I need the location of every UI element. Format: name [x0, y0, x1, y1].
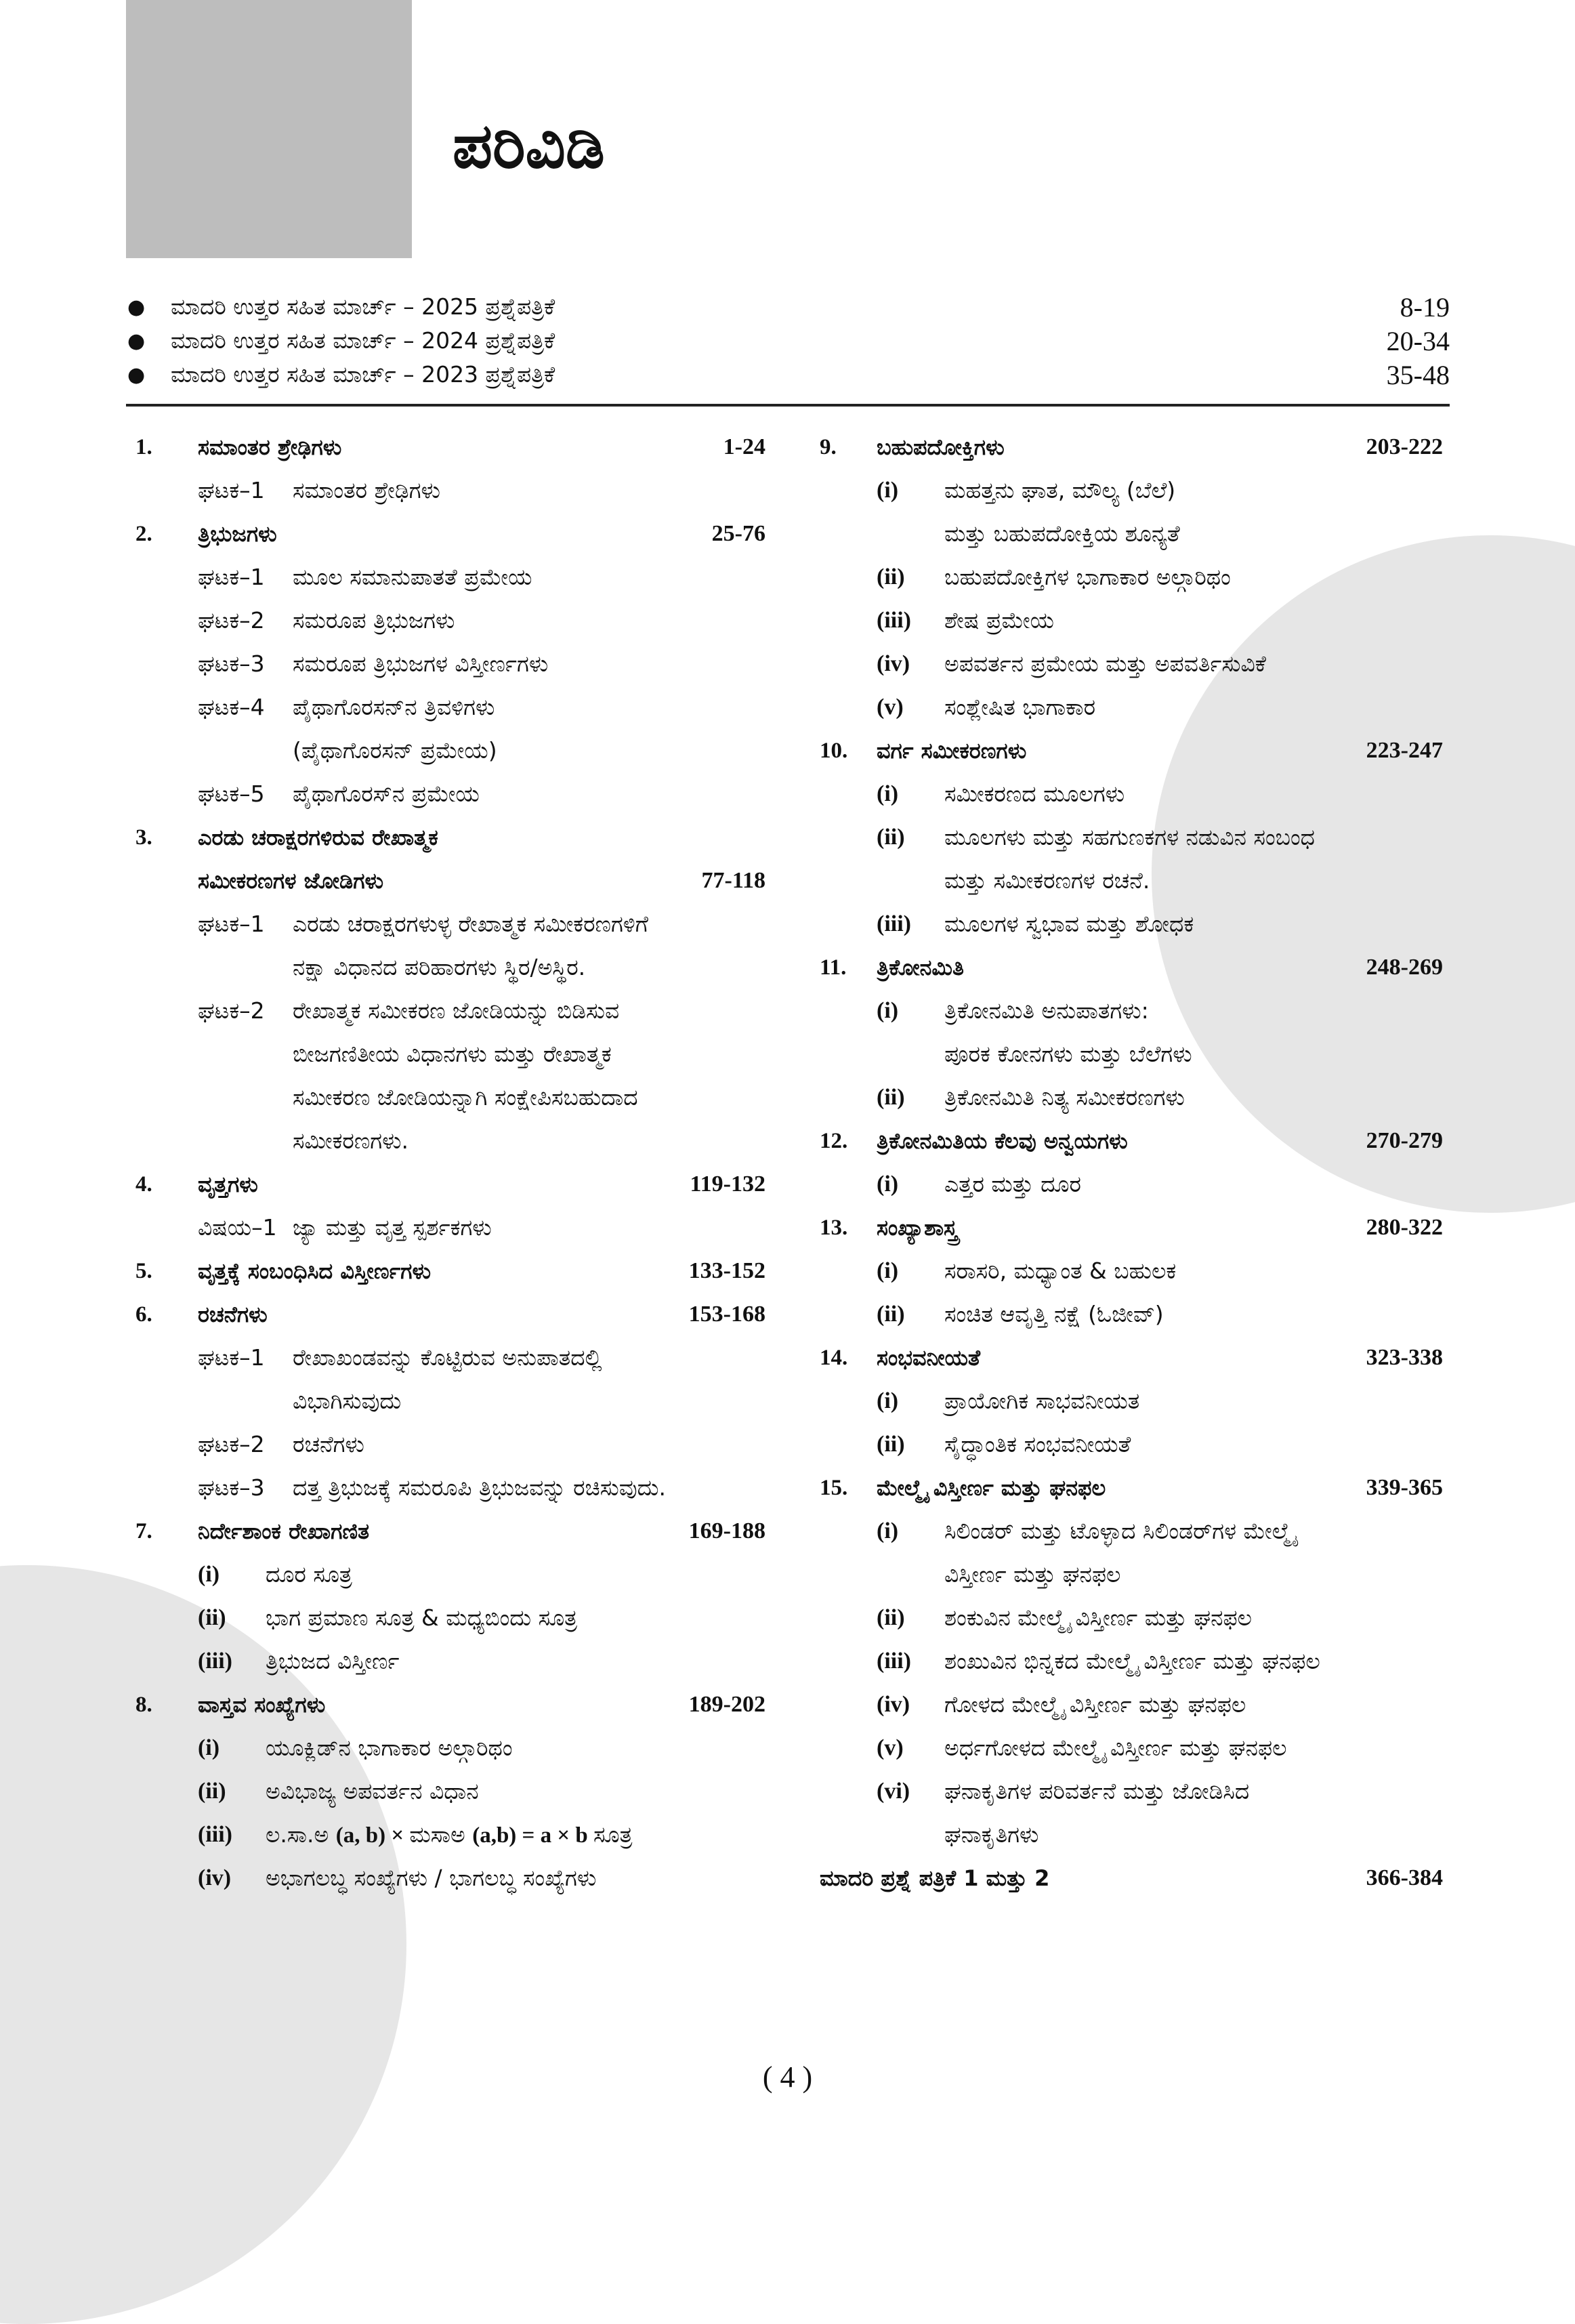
unit-label: ಘಟಕ–4 [198, 694, 265, 720]
subtopic-text: ಅಪವರ್ತನ ಪ್ರಮೇಯ ಮತ್ತು ಅಪವರ್ತಿಸುವಿಕೆ [944, 650, 1266, 677]
subtopic-row [820, 686, 1443, 729]
chapter-pages: 248-269 [1366, 955, 1443, 980]
subtopic-number: (ii) [877, 1302, 905, 1327]
unit-continuation: ಸಮೀಕರಣ ಜೋಡಿಯನ್ನಾಗಿ ಸಂಕ್ಷೇಪಿಸಬಹುದಾದ [293, 1084, 638, 1111]
unit-label: ಘಟಕ–1 [198, 477, 265, 503]
chapter-number: 15. [820, 1475, 848, 1500]
unit-label: ಘಟಕ–2 [198, 997, 265, 1024]
subtopic-row [820, 599, 1443, 642]
subtopic-row [820, 1640, 1443, 1683]
subtopic-number: (ii) [877, 825, 905, 850]
unit-row [135, 989, 765, 1033]
chapter-pages: 203-222 [1366, 434, 1443, 459]
unit-row [135, 469, 765, 512]
chapter-heading [135, 1510, 765, 1553]
chapter-number: 8. [135, 1692, 152, 1717]
unit-label: ಘಟಕ–1 [198, 911, 265, 937]
subtopic-row [820, 642, 1443, 686]
subtopic-row [135, 1596, 765, 1640]
chapter-title: ವರ್ಗ ಸಮೀಕರಣಗಳು [877, 737, 1027, 764]
model-paper-item [126, 324, 1450, 358]
model-paper-list [126, 290, 1450, 392]
unit-label: ಘಟಕ–1 [198, 564, 265, 590]
subtopic-text: ತ್ರಿಕೋನಮಿತಿ ನಿತ್ಯ ಸಮೀಕರಣಗಳು [944, 1084, 1185, 1111]
chapter-heading [135, 816, 765, 859]
chapter-pages: 25-76 [711, 521, 765, 546]
chapter-number: 9. [820, 434, 837, 459]
unit-continuation: (ಪೈಥಾಗೊರಸನ್ ಪ್ರಮೇಯ) [293, 737, 497, 764]
subtopic-number: (i) [877, 478, 899, 503]
page-title: ಪರಿವಿಡಿ [453, 110, 605, 182]
unit-text: ಜ್ಯಾ ಮತ್ತು ವೃತ್ತ ಸ್ಪರ್ಶಕಗಳು [293, 1214, 492, 1241]
subtopic-row [820, 1249, 1443, 1293]
subtopic-row [820, 1293, 1443, 1336]
subtopic-number: (i) [877, 1258, 899, 1283]
subtopic-number: (i) [877, 1518, 899, 1543]
chapter-title: ವಾಸ್ತವ ಸಂಖ್ಯೆಗಳು [198, 1691, 326, 1718]
subtopic-text: ಬಹುಪದೋಕ್ತಿಗಳ ಭಾಗಾಕಾರ ಅಲ್ಗಾರಿಥಂ [944, 564, 1231, 590]
subtopic-text [266, 1821, 765, 1848]
unit-text: ಎರಡು ಚರಾಕ್ಷರಗಳುಳ್ಳ ರೇಖಾತ್ಮಕ ಸಮೀಕರಣಗಳಿಗೆ [293, 911, 648, 937]
chapter-heading [135, 426, 765, 469]
entry-title: ಮಾದರಿ ಪ್ರಶ್ನೆ ಪತ್ರಿಕೆ 1 ಮತ್ತು 2 [820, 1865, 1050, 1891]
unit-row [135, 599, 765, 642]
chapter-heading [135, 1249, 765, 1293]
chapter-pages: 153-168 [688, 1302, 765, 1327]
unit-text: ರಚನೆಗಳು [293, 1431, 364, 1457]
subtopic-text: ಮಹತ್ತನು ಘಾತ, ಮೌಲ್ಯ (ಬೆಲೆ) [944, 477, 1176, 503]
subtopic-continuation: ವಿಸ್ತೀರ್ಣ ಮತ್ತು ಘನಫಲ [944, 1561, 1121, 1588]
chapter-number: 12. [820, 1128, 848, 1153]
chapter-pages: 223-247 [1366, 738, 1443, 763]
unit-row [135, 1423, 765, 1466]
chapter-heading [135, 1683, 765, 1726]
subtopic-text: ದೂರ ಸೂತ್ರ [266, 1561, 352, 1588]
subtopic-number: (i) [198, 1562, 220, 1587]
unit-text: ರೇಖಾತ್ಮಕ ಸಮೀಕರಣ ಜೋಡಿಯನ್ನು ಬಿಡಿಸುವ [293, 997, 620, 1024]
chapter-heading [135, 1293, 765, 1336]
subtopic-row [135, 1726, 765, 1770]
formula-part: (a, b) × [335, 1823, 410, 1848]
subtopic-number: (i) [877, 781, 899, 806]
unit-text: ದತ್ತ ತ್ರಿಭುಜಕ್ಕೆ ಸಮರೂಪಿ ತ್ರಿಭುಜವನ್ನು ರಚಿಸುವುದು. [293, 1474, 666, 1501]
subtopic-text: ಯೂಕ್ಲಿಡ್‌ನ ಭಾಗಾಕಾರ ಅಲ್ಗಾರಿಥಂ [266, 1735, 513, 1761]
subtopic-continuation: ಮತ್ತು ಸಮೀಕರಣಗಳ ರಚನೆ. [944, 867, 1150, 894]
formula-part: ಸೂತ್ರ [593, 1821, 633, 1848]
subtopic-text: ಸಂಶ್ಲೇಷಿತ ಭಾಗಾಕಾರ [944, 694, 1096, 720]
chapter-title: ತ್ರಿಕೋನಮಿತಿ [877, 954, 964, 980]
subtopic-row [820, 816, 1443, 859]
unit-label: ಘಟಕ–1 [198, 1344, 265, 1371]
subtopic-text: ಮೂಲಗಳು ಮತ್ತು ಸಹಗುಣಕಗಳ ನಡುವಿನ ಸಂಬಂಧ [944, 824, 1315, 850]
subtopic-text: ಪ್ರಾಯೋಗಿಕ ಸಾಭವನೀಯತ [944, 1388, 1140, 1414]
chapter-pages: 1-24 [723, 434, 765, 459]
unit-text: ಸಮರೂಪ ತ್ರಿಭುಜಗಳ ವಿಸ್ತೀರ್ಣಗಳು [293, 650, 549, 677]
unit-row [135, 1336, 765, 1379]
toc-left-column [135, 426, 765, 1900]
model-paper-title: ಮಾದರಿ ಉತ್ತರ ಸಹಿತ ಮಾರ್ಚ್ – 2023 ಪ್ರಶ್ನೆಪತ್ರಿಕೆ [171, 361, 555, 388]
chapter-number: 14. [820, 1345, 848, 1370]
unit-label: ಘಟಕ–3 [198, 650, 265, 677]
subtopic-number: (ii) [877, 1605, 905, 1630]
model-paper-pages: 8-19 [1400, 291, 1450, 323]
unit-continuation: ಸಮೀಕರಣಗಳು. [293, 1127, 409, 1154]
chapter-heading [820, 426, 1443, 469]
subtopic-text: ಮೂಲಗಳ ಸ್ವಭಾವ ಮತ್ತು ಶೋಧಕ [944, 911, 1194, 937]
chapter-title: ರಚನೆಗಳು [198, 1301, 268, 1327]
subtopic-text: ಸಂಚಿತ ಆವೃತ್ತಿ ನಕ್ಷೆ (ಓಜೀವ್) [944, 1301, 1164, 1327]
subtopic-number: (ii) [877, 564, 905, 589]
subtopic-number: (vi) [877, 1779, 910, 1804]
bullet-icon: ● [127, 295, 146, 319]
subtopic-text: ಎತ್ತರ ಮತ್ತು ದೂರ [944, 1171, 1081, 1197]
chapter-pages: 133-152 [688, 1258, 765, 1283]
header-block [126, 0, 412, 258]
unit-row [135, 772, 765, 816]
chapter-title: ಸಮಾಂತರ ಶ್ರೇಢಿಗಳು [198, 434, 342, 460]
chapter-number: 5. [135, 1258, 152, 1283]
model-paper-pages: 35-48 [1386, 359, 1450, 390]
subtopic-row [820, 772, 1443, 816]
subtopic-text: ಭಾಗ ಪ್ರಮಾಣ ಸೂತ್ರ & ಮಧ್ಯಬಿಂದು ಸೂತ್ರ [266, 1604, 578, 1631]
section-divider [126, 404, 1450, 407]
chapter-number: 7. [135, 1518, 152, 1543]
chapter-title: ಮೇಲ್ಮೈ ವಿಸ್ತೀರ್ಣ ಮತ್ತು ಘನಫಲ [877, 1474, 1106, 1501]
subtopic-row [820, 469, 1443, 512]
chapter-pages: 119-132 [690, 1171, 765, 1197]
subtopic-text: ಗೋಳದ ಮೇಲ್ಮೈ ವಿಸ್ತೀರ್ಣ ಮತ್ತು ಘನಫಲ [944, 1691, 1246, 1718]
subtopic-number: (iv) [877, 1692, 910, 1717]
model-paper-item [126, 290, 1450, 324]
chapter-pages: 270-279 [1366, 1128, 1443, 1153]
chapter-heading [820, 1119, 1443, 1163]
subtopic-number: (iv) [198, 1865, 232, 1890]
subtopic-row [820, 1163, 1443, 1206]
chapter-pages: 280-322 [1366, 1215, 1443, 1240]
unit-label: ಘಟಕ–2 [198, 1431, 265, 1457]
chapter-number: 3. [135, 825, 152, 850]
subtopic-number: (iii) [198, 1822, 232, 1847]
model-paper-title: ಮಾದರಿ ಉತ್ತರ ಸಹಿತ ಮಾರ್ಚ್ – 2025 ಪ್ರಶ್ನೆಪತ್ರಿಕೆ [171, 293, 555, 320]
unit-row [135, 642, 765, 686]
unit-row [135, 686, 765, 729]
subtopic-number: (i) [198, 1735, 220, 1760]
subtopic-text: ಅರ್ಧಗೋಳದ ಮೇಲ್ಮೈ ವಿಸ್ತೀರ್ಣ ಮತ್ತು ಘನಫಲ [944, 1735, 1287, 1761]
chapter-number: 4. [135, 1171, 152, 1197]
formula-part: (a,b) = a × b [472, 1823, 594, 1848]
bullet-icon: ● [127, 329, 146, 353]
subtopic-text: ಅವಿಭಾಜ್ಯ ಅಪವರ್ತನ ವಿಧಾನ [266, 1778, 479, 1804]
bullet-icon: ● [127, 362, 146, 387]
unit-continuation: ವಿಭಾಗಿಸುವುದು [293, 1388, 402, 1414]
chapter-heading-continuation [135, 859, 765, 902]
subtopic-number: (iv) [877, 651, 910, 676]
unit-text: ಪೈಥಾಗೊರಸನ್‌ನ ತ್ರಿವಳಿಗಳು [293, 694, 495, 720]
subtopic-text: ಸಮೀಕರಣದ ಮೂಲಗಳು [944, 781, 1125, 807]
chapter-heading [820, 1336, 1443, 1379]
subtopic-number: (iii) [198, 1648, 232, 1674]
subtopic-text: ತ್ರಿಭುಜದ ವಿಸ್ತೀರ್ಣ [266, 1648, 400, 1674]
unit-continuation: ಬೀಜಗಣಿತೀಯ ವಿಧಾನಗಳು ಮತ್ತು ರೇಖಾತ್ಮಕ [293, 1041, 612, 1067]
subtopic-row [820, 1596, 1443, 1640]
subtopic-text: ಸೈದ್ಧಾಂತಿಕ ಸಂಭವನೀಯತೆ [944, 1431, 1131, 1457]
subtopic-number: (i) [877, 1171, 899, 1197]
unit-label: ಘಟಕ–3 [198, 1474, 265, 1501]
page-number: ( 4 ) [762, 2060, 813, 2094]
chapter-title: ತ್ರಿಭುಜಗಳು [198, 520, 277, 547]
subtopic-row [820, 556, 1443, 599]
subtopic-row [135, 1813, 765, 1856]
model-paper-item [126, 358, 1450, 392]
chapter-heading [820, 946, 1443, 989]
chapter-pages: 189-202 [688, 1692, 765, 1717]
subtopic-number: (ii) [877, 1085, 905, 1110]
chapter-pages: 323-338 [1366, 1345, 1443, 1370]
subtopic-row [135, 1770, 765, 1813]
subtopic-text: ಸರಾಸರಿ, ಮಧ್ಯಾಂತ & ಬಹುಲಕ [944, 1258, 1177, 1284]
formula-part: ಲ.ಸಾ.ಅ [266, 1821, 336, 1848]
chapter-number: 6. [135, 1302, 152, 1327]
subtopic-text: ಶೇಷ ಪ್ರಮೇಯ [944, 607, 1054, 634]
model-question-paper-entry [820, 1856, 1443, 1900]
chapter-heading [820, 729, 1443, 772]
chapter-title: ವೃತ್ತಗಳು [198, 1171, 258, 1197]
unit-row [135, 1206, 765, 1249]
subtopic-number: (v) [877, 694, 904, 720]
chapter-pages: 339-365 [1366, 1475, 1443, 1500]
model-paper-pages: 20-34 [1386, 325, 1450, 356]
chapter-pages: 77-118 [701, 868, 765, 893]
chapter-title: ಸಂಭವನೀಯತೆ [877, 1344, 981, 1371]
subtopic-number: (iii) [877, 911, 911, 936]
unit-row [135, 556, 765, 599]
chapter-number: 1. [135, 434, 152, 459]
subtopic-number: (ii) [198, 1605, 226, 1630]
subtopic-text: ಶಂಖುವಿನ ಭಿನ್ನಕದ ಮೇಲ್ಮೈ ವಿಸ್ತೀರ್ಣ ಮತ್ತು ಘನಫಲ [944, 1648, 1320, 1674]
unit-text: ಸಮಾಂತರ ಶ್ರೇಢಿಗಳು [293, 477, 440, 503]
subtopic-continuation: ಪೂರಕ ಕೋನಗಳು ಮತ್ತು ಬೆಲೆಗಳು [944, 1041, 1192, 1067]
subtopic-number: (iii) [877, 1648, 911, 1674]
unit-text: ಮೂಲ ಸಮಾನುಪಾತತೆ ಪ್ರಮೇಯ [293, 564, 532, 590]
subtopic-row [820, 989, 1443, 1033]
subtopic-number: (iii) [877, 608, 911, 633]
subtopic-row [820, 1076, 1443, 1119]
chapter-title: ಸಂಖ್ಯಾಶಾಸ್ತ್ರ [877, 1214, 958, 1241]
chapter-pages: 169-188 [688, 1518, 765, 1543]
chapter-number: 11. [820, 955, 847, 980]
unit-label: ಘಟಕ–5 [198, 781, 265, 807]
subtopic-continuation: ಮತ್ತು ಬಹುಪದೋಕ್ತಿಯ ಶೂನ್ಯತೆ [944, 520, 1180, 547]
subtopic-row [135, 1856, 765, 1900]
subtopic-row [820, 1726, 1443, 1770]
chapter-title: ನಿರ್ದೇಶಾಂಕ ರೇಖಾಗಣಿತ [198, 1518, 370, 1544]
subtopic-row [820, 1770, 1443, 1813]
subtopic-text: ತ್ರಿಕೋನಮಿತಿ ಅನುಪಾತಗಳು: [944, 997, 1149, 1024]
entry-pages: 366-384 [1366, 1865, 1443, 1890]
chapter-heading [820, 1466, 1443, 1510]
chapter-heading [135, 512, 765, 556]
subtopic-number: (i) [877, 1388, 899, 1413]
formula-part: ಮಸಾಅ [409, 1821, 473, 1848]
subtopic-row [820, 1423, 1443, 1466]
chapter-title: ಎರಡು ಚರಾಕ್ಷರಗಳಿರುವ ರೇಖಾತ್ಮಕ [198, 824, 438, 850]
toc-right-column [820, 426, 1443, 1900]
unit-row [135, 902, 765, 946]
chapter-title: ಬಹುಪದೋಕ್ತಿಗಳು [877, 434, 1005, 460]
chapter-title: ತ್ರಿಕೋನಮಿತಿಯ ಕೆಲವು ಅನ್ವಯಗಳು [877, 1127, 1128, 1154]
subtopic-number: (ii) [198, 1779, 226, 1804]
subtopic-row [820, 1683, 1443, 1726]
subtopic-continuation: ಘನಾಕೃತಿಗಳು [944, 1821, 1039, 1848]
subtopic-number: (ii) [877, 1432, 905, 1457]
subtopic-text: ಸಿಲಿಂಡರ್ ಮತ್ತು ಟೊಳ್ಳಾದ ಸಿಲಿಂಡರ್‌ಗಳ ಮೇಲ್ಮೈ [944, 1518, 1295, 1544]
model-paper-title: ಮಾದರಿ ಉತ್ತರ ಸಹಿತ ಮಾರ್ಚ್ – 2024 ಪ್ರಶ್ನೆಪತ್ರಿಕೆ [171, 327, 555, 354]
chapter-title: ವೃತ್ತಕ್ಕೆ ಸಂಬಂಧಿಸಿದ ವಿಸ್ತೀರ್ಣಗಳು [198, 1258, 432, 1284]
chapter-heading [820, 1206, 1443, 1249]
unit-label: ಘಟಕ–2 [198, 607, 265, 634]
unit-continuation: ನಕ್ಷಾ ವಿಧಾನದ ಪರಿಹಾರಗಳು ಸ್ಥಿರ/ಅಸ್ಥಿರ. [293, 954, 586, 980]
subtopic-text: ಶಂಕುವಿನ ಮೇಲ್ಮೈ ವಿಸ್ತೀರ್ಣ ಮತ್ತು ಘನಫಲ [944, 1604, 1253, 1631]
subtopic-number: (i) [877, 998, 899, 1023]
subtopic-row [135, 1553, 765, 1596]
subtopic-row [820, 1379, 1443, 1423]
unit-text: ಪೈಥಾಗೊರಸ್‌ನ ಪ್ರಮೇಯ [293, 781, 480, 807]
unit-label: ವಿಷಯ–1 [198, 1214, 277, 1241]
chapter-number: 10. [820, 738, 848, 763]
subtopic-row [820, 1510, 1443, 1553]
unit-text: ರೇಖಾಖಂಡವನ್ನು ಕೊಟ್ಟಿರುವ ಅನುಪಾತದಲ್ಲಿ [293, 1344, 602, 1371]
subtopic-row [135, 1640, 765, 1683]
subtopic-text: ಘನಾಕೃತಿಗಳ ಪರಿವರ್ತನೆ ಮತ್ತು ಜೋಡಿಸಿದ [944, 1778, 1250, 1804]
subtopic-number: (v) [877, 1735, 904, 1760]
chapter-number: 2. [135, 521, 152, 546]
subtopic-text: ಅಭಾಗಲಬ್ಧ ಸಂಖ್ಯೆಗಳು / ಭಾಗಲಬ್ಧ ಸಂಖ್ಯೆಗಳು [266, 1865, 597, 1891]
unit-text: ಸಮರೂಪ ತ್ರಿಭುಜಗಳು [293, 607, 455, 634]
chapter-number: 13. [820, 1215, 848, 1240]
unit-row [135, 1466, 765, 1510]
chapter-title: ಸಮೀಕರಣಗಳ ಜೋಡಿಗಳು [198, 867, 384, 894]
subtopic-row [820, 902, 1443, 946]
chapter-heading [135, 1163, 765, 1206]
